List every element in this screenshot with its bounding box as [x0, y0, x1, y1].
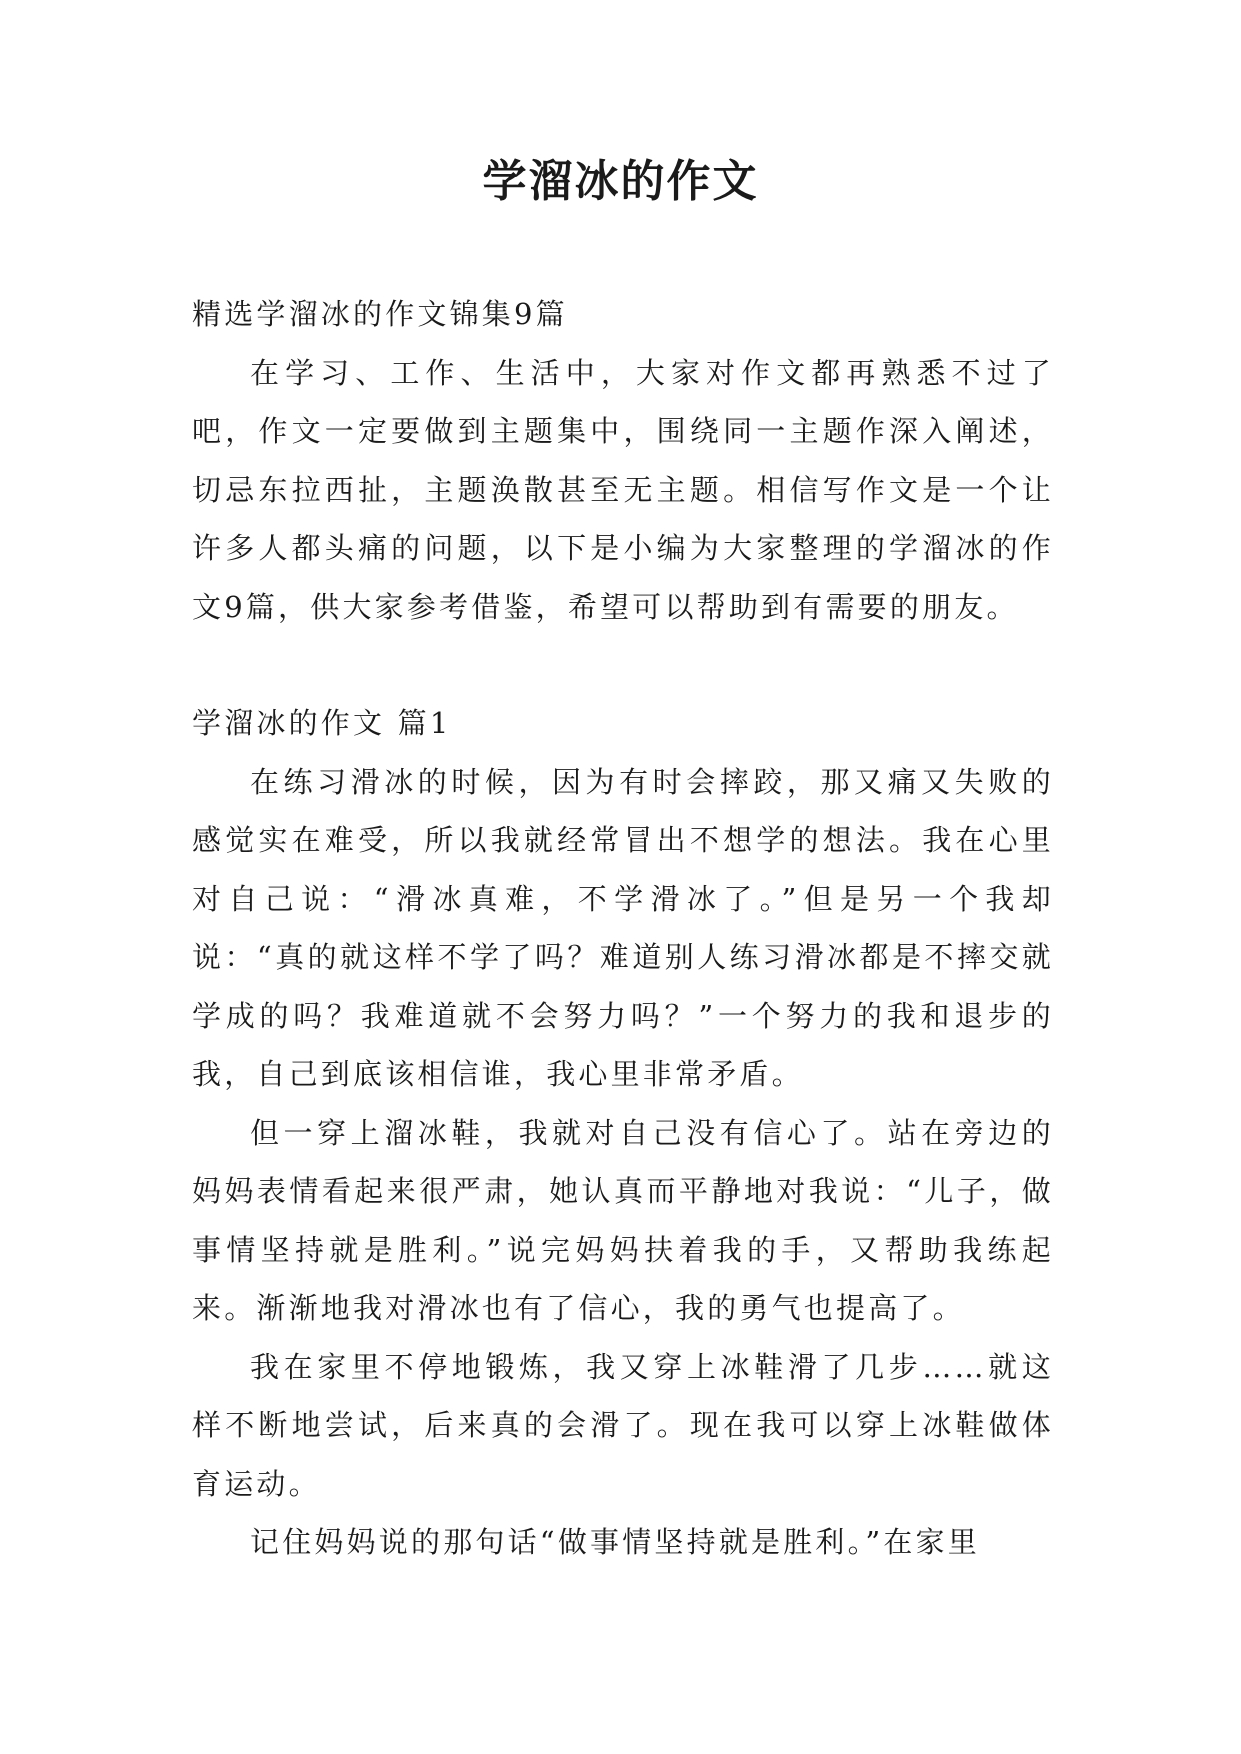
body-paragraph: 记住妈妈说的那句话“做事情坚持就是胜利。”在家里 — [250, 1525, 980, 1559]
body-paragraph: 在练习滑冰的时候，因为有时会摔跤，那又痛又失败的感觉实在难受，所以我就经常冒出不想学的想法。我在心里对自己说：“滑冰真难，不学滑冰了。”但是另一个我却说：“真的就这样不学了吗？难道别人练习滑冰都是不摔交就学成的吗？我难道就不会努力吗？”一个努力的我和退步的我，自己到底该相信谁，我心里非常矛盾。 — [192, 764, 1054, 1091]
body-paragraph: 我在家里不停地锻炼，我又穿上冰鞋滑了几步……就这样不断地尝试，后来真的会滑了。现在我可以穿上冰鞋做体育运动。 — [192, 1349, 1054, 1501]
document-subtitle: 精选学溜冰的作文锦集9篇 — [192, 297, 568, 331]
body-paragraph: 但一穿上溜冰鞋，我就对自己没有信心了。站在旁边的妈妈表情看起来很严肃，她认真而平静地对我说：“儿子，做事情坚持就是胜利。”说完妈妈扶着我的手，又帮助我练起来。渐渐地我对滑冰也有了信心，我的勇气也提高了。 — [192, 1115, 1054, 1325]
section-heading: 学溜冰的作文 篇1 — [192, 706, 452, 740]
document-body — [192, 285, 1054, 1572]
document-title: 学溜冰的作文 — [482, 156, 759, 207]
intro-paragraph: 在学习、工作、生活中，大家对作文都再熟悉不过了吧，作文一定要做到主题集中，围绕同一主题作深入阐述，切忌东拉西扯，主题涣散甚至无主题。相信写作文是一个让许多人都头痛的问题，以下是小编为大家整理的学溜冰的作文9篇，供大家参考借鉴，希望可以帮助到有需要的朋友。 — [192, 355, 1054, 624]
section-spacer — [192, 636, 1054, 694]
